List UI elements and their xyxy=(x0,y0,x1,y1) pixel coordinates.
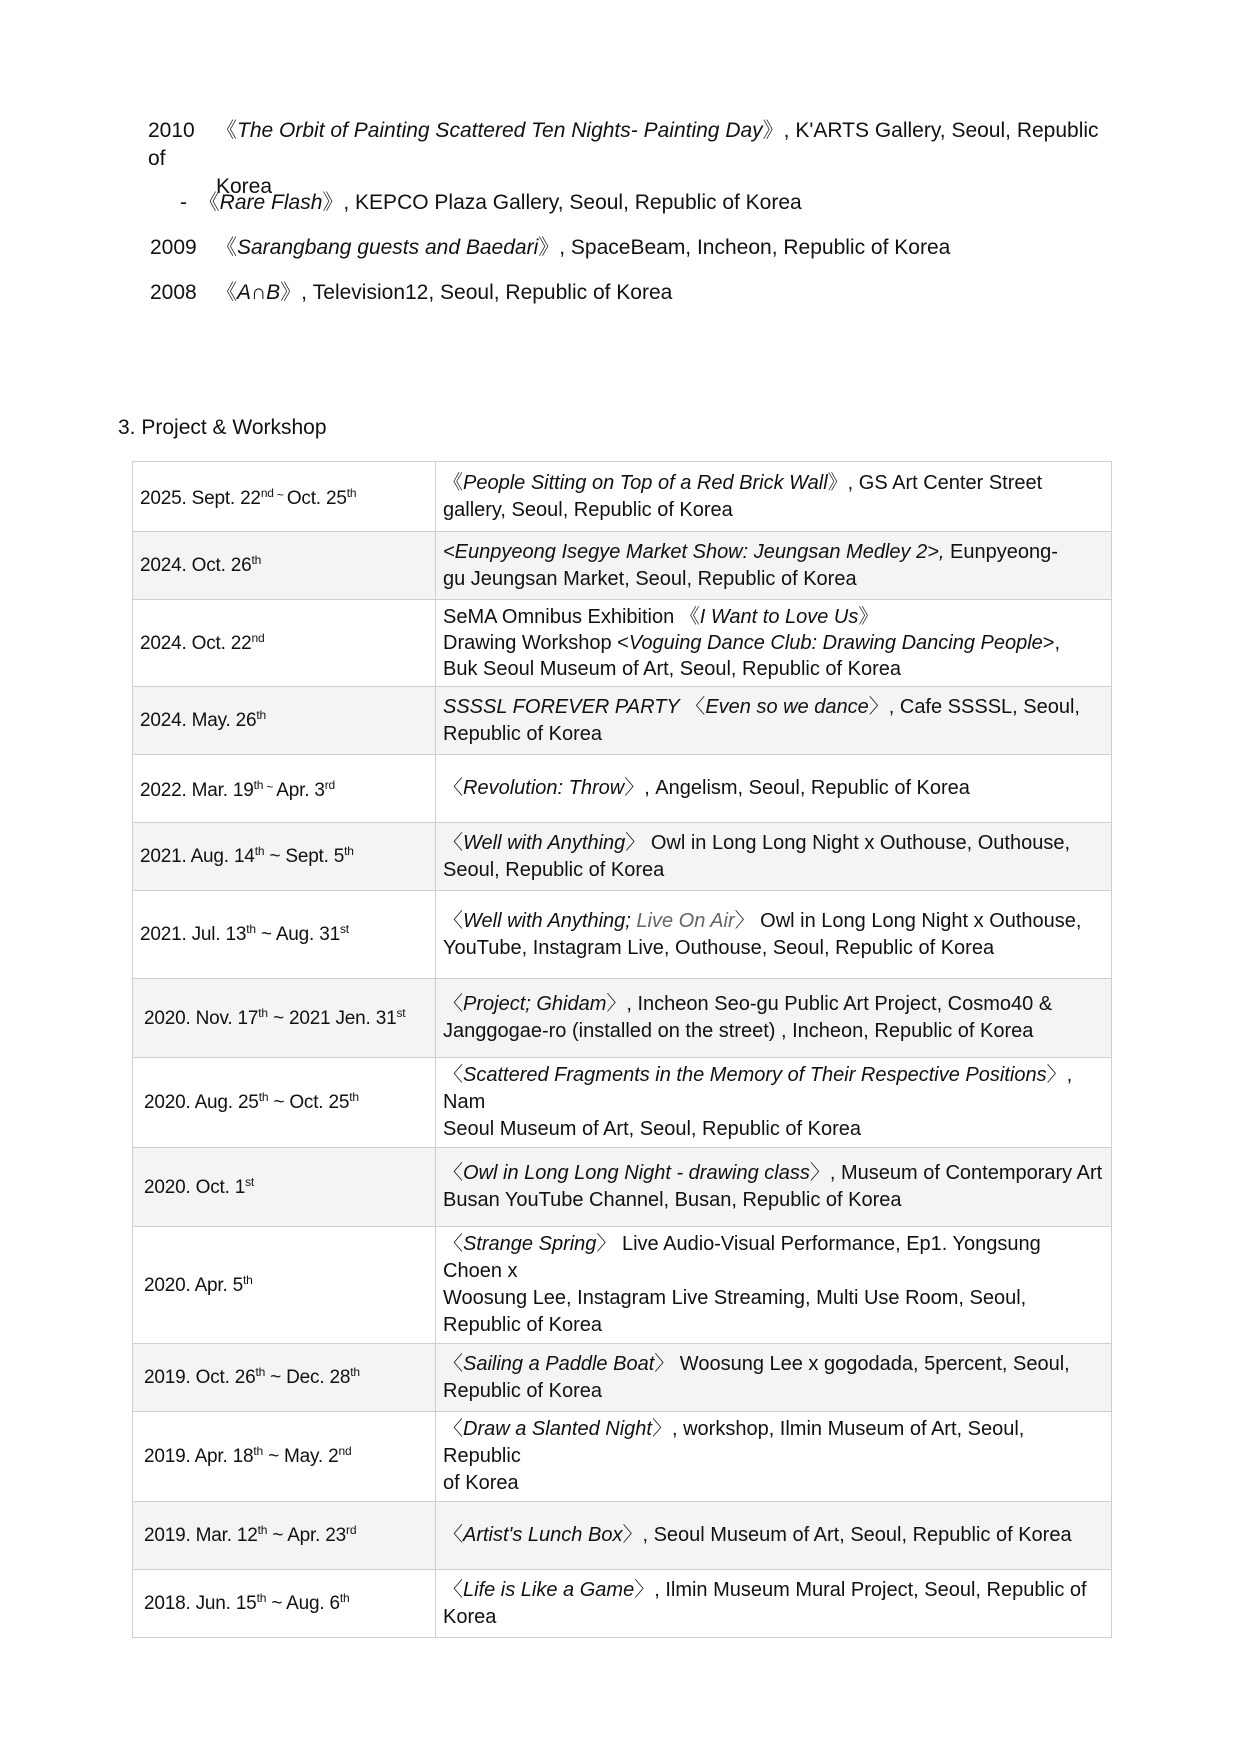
date-cell: 2021. Aug. 14th ~ Sept. 5th xyxy=(133,823,436,891)
exhibition-venue-cont: Korea xyxy=(216,175,273,198)
table-row xyxy=(133,1058,1112,1148)
exhibition-entry: 2009 《Sarangbang guests and Baedari》, SpaceBeam, Incheon, Republic of Korea xyxy=(150,234,950,262)
exhibition-dash: - xyxy=(180,191,187,214)
description-cell: 〈Life is Like a Game〉, Ilmin Museum Mural Project, Seoul, Republic of Korea xyxy=(436,1570,1112,1638)
date-cell: 2025. Sept. 22nd ~ Oct. 25th xyxy=(133,462,436,532)
project-workshop-table xyxy=(132,461,1112,1638)
table-row xyxy=(133,823,1112,891)
exhibition-venue: , KEPCO Plaza Gallery, Seoul, Republic of Korea xyxy=(343,191,802,214)
exhibition-venue: , Television12, Seoul, Republic of Korea xyxy=(301,281,673,304)
table-row xyxy=(133,462,1112,532)
table-row xyxy=(133,1344,1112,1412)
table-row xyxy=(133,1570,1112,1638)
exhibition-entry: 2010 《The Orbit of Painting Scattered Ten Nights- Painting Day》, K'ARTS Gallery, Seoul, Republic of Korea xyxy=(148,117,1108,201)
date-cell: 2018. Jun. 15th ~ Aug. 6th xyxy=(133,1570,436,1638)
table-row xyxy=(133,891,1112,979)
date-cell: 2022. Mar. 19th ~ Apr. 3rd xyxy=(133,755,436,823)
table-row xyxy=(133,755,1112,823)
description-cell: 〈Well with Anything; Live On Air〉 Owl in Long Long Night x Outhouse, YouTube, Instagram Live, Outhouse, Seoul, Republic of Korea xyxy=(436,891,1112,979)
description-cell: 〈Sailing a Paddle Boat〉 Woosung Lee x gogodada, 5percent, Seoul, Republic of Korea xyxy=(436,1344,1112,1412)
description-cell: 〈Draw a Slanted Night〉, workshop, Ilmin Museum of Art, Seoul, Republic of Korea xyxy=(436,1412,1112,1502)
exhibition-venue: , SpaceBeam, Incheon, Republic of Korea xyxy=(559,236,951,259)
description-cell: <Eunpyeong Isegye Market Show: Jeungsan Medley 2>, Eunpyeong- gu Jeungsan Market, Seoul, Republic of Korea xyxy=(436,532,1112,600)
date-cell: 2024. Oct. 26th xyxy=(133,532,436,600)
exhibition-year: 2009 xyxy=(150,236,197,259)
exhibition-entry: 2008 《A∩B》, Television12, Seoul, Republic of Korea xyxy=(150,279,672,307)
section-title: 3. Project & Workshop xyxy=(118,416,327,439)
date-cell: 2021. Jul. 13th ~ Aug. 31st xyxy=(133,891,436,979)
date-cell: 2019. Oct. 26th ~ Dec. 28th xyxy=(133,1344,436,1412)
table-row xyxy=(133,979,1112,1058)
table-row xyxy=(133,532,1112,600)
description-cell: SSSSL FOREVER PARTY 〈Even so we dance〉, Cafe SSSSL, Seoul, Republic of Korea xyxy=(436,687,1112,755)
table-row xyxy=(133,1502,1112,1570)
description-cell: 《People Sitting on Top of a Red Brick Wall》, GS Art Center Street gallery, Seoul, Republic of Korea xyxy=(436,462,1112,532)
description-cell: 〈Well with Anything〉 Owl in Long Long Night x Outhouse, Outhouse, Seoul, Republic of Korea xyxy=(436,823,1112,891)
description-cell: 〈Scattered Fragments in the Memory of Their Respective Positions〉, Nam Seoul Museum of Art, Seoul, Republic of Korea xyxy=(436,1058,1112,1148)
date-cell: 2020. Nov. 17th ~ 2021 Jen. 31st xyxy=(133,979,436,1058)
date-cell: 2020. Apr. 5th xyxy=(133,1227,436,1344)
date-cell: 2019. Apr. 18th ~ May. 2nd xyxy=(133,1412,436,1502)
date-cell: 2024. May. 26th xyxy=(133,687,436,755)
description-cell: 〈Project; Ghidam〉, Incheon Seo-gu Public Art Project, Cosmo40 & Janggogae-ro (installed on the street) , Incheon, Republic of Korea xyxy=(436,979,1112,1058)
exhibition-title: A∩B xyxy=(237,281,281,304)
date-cell: 2019. Mar. 12th ~ Apr. 23rd xyxy=(133,1502,436,1570)
exhibition-entry: - 《Rare Flash》, KEPCO Plaza Gallery, Seoul, Republic of Korea xyxy=(180,191,802,214)
exhibition-venue: , K'ARTS Gallery, Seoul, Republic of xyxy=(148,119,1099,170)
date-cell: 2020. Aug. 25th ~ Oct. 25th xyxy=(133,1058,436,1148)
description-cell: SeMA Omnibus Exhibition 《I Want to Love Us》 Drawing Workshop <Voguing Dance Club: Drawing Dancing People>, Buk Seoul Museum of Art, Seoul, Republic of Korea xyxy=(436,600,1112,687)
table-row xyxy=(133,687,1112,755)
table-row xyxy=(133,1148,1112,1227)
description-cell: 〈Owl in Long Long Night - drawing class〉, Museum of Contemporary Art Busan YouTube Channel, Busan, Republic of Korea xyxy=(436,1148,1112,1227)
date-cell: 2024. Oct. 22nd xyxy=(133,600,436,687)
description-cell: 〈Artist's Lunch Box〉, Seoul Museum of Art, Seoul, Republic of Korea xyxy=(436,1502,1112,1570)
exhibition-year: 2008 xyxy=(150,281,197,304)
date-cell: 2020. Oct. 1st xyxy=(133,1148,436,1227)
description-cell: 〈Strange Spring〉 Live Audio-Visual Performance, Ep1. Yongsung Choen x Woosung Lee, Instagram Live Streaming, Multi Use Room, Seoul, Republic of Korea xyxy=(436,1227,1112,1344)
exhibition-title: Sarangbang guests and Baedari xyxy=(237,236,539,259)
description-cell: 〈Revolution: Throw〉, Angelism, Seoul, Republic of Korea xyxy=(436,755,1112,823)
exhibition-title: Rare Flash xyxy=(219,191,323,214)
table-row xyxy=(133,1227,1112,1344)
exhibition-title: The Orbit of Painting Scattered Ten Nights- Painting Day xyxy=(237,119,763,142)
table-row xyxy=(133,1412,1112,1502)
table-row xyxy=(133,600,1112,687)
exhibition-year: 2010 xyxy=(148,119,195,142)
